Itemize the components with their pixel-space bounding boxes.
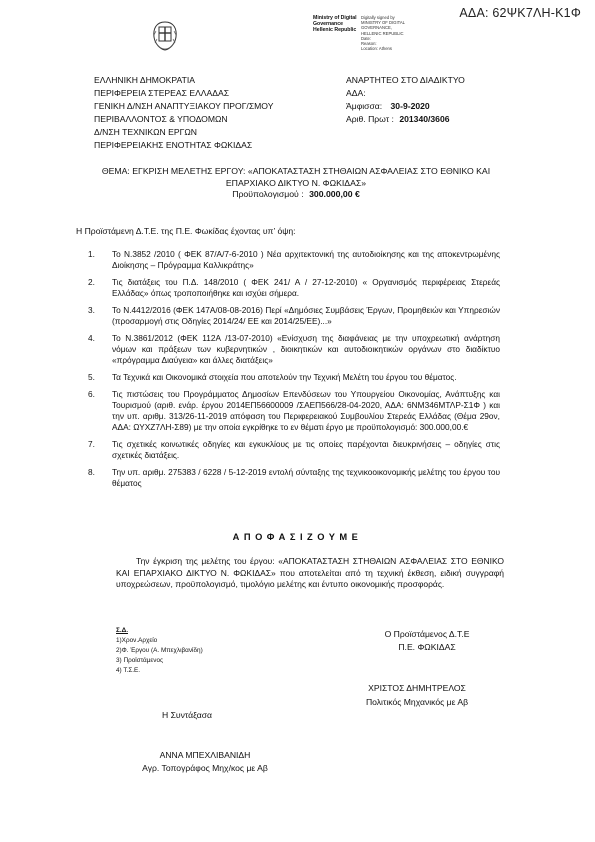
considerations-list — [88, 249, 500, 495]
item-text: Το Ν.4412/2016 (ΦΕΚ 147Α/08-08-2016) Περί «Δημόσιες Συμβάσεις Έργων, Προμηθειών και Υπηρεσιών (προσαρμογή στις Οδηγίες 2014/24/ ΕΕ και 2014/25/ΕΕ)...» — [112, 305, 500, 326]
protocol-line — [346, 113, 465, 126]
engineer-role: Πολιτικός Μηχανικός με Αβ — [365, 697, 469, 707]
budget-line — [86, 189, 506, 201]
issuer-line: ΓΕΝΙΚΗ Δ/ΝΣΗ ΑΝΑΠΤΥΞΙΑΚΟΥ ΠΡΟΓ/ΣΜΟΥ — [94, 101, 274, 111]
list-item — [88, 467, 500, 489]
ada-header: ΑΔΑ: 62ΨΚ7ΛΗ-Κ1Φ — [459, 6, 581, 20]
greek-emblem-icon — [148, 19, 182, 53]
item-number: 7. — [88, 439, 95, 449]
issuer-block — [94, 74, 273, 152]
item-text: Το Ν.3852 /2010 ( ΦΕΚ 87/Α/7-6-2010 ) Νέα αρχιτεκτονική της αυτοδιοίκησης και της αποκεντρωμένης Διοίκησης – Πρόγραμμα Καλλικράτης» — [112, 249, 500, 270]
approval-paragraph: Την έγκριση της μελέτης του έργου: «ΑΠΟΚΑΤΑΣΤΑΣΗ ΣΤΗΘΑΙΩΝ ΑΣΦΑΛΕΙΑΣ ΣΤΟ ΕΘΝΙΚΟ ΚΑΙ ΕΠΑΡΧΙΑΚΟ ΔΙΚΤΥΟ Ν. ΦΩΚΙΔΑΣ» που αποτελείται από τη τεχνική έκθεση, ειδική συγγραφή υποχρεώσεων, προϋπολογισμό, τιμολόγιο μελέτης και έντυπο οικονομικής προσφοράς. — [116, 556, 504, 589]
list-item — [88, 333, 500, 366]
item-number: 5. — [88, 372, 95, 382]
distribution-item: 4) Τ.Σ.Ε. — [116, 667, 141, 674]
signature-line: Digitally signed by — [361, 15, 395, 20]
budget-value: 300.000,00 € — [309, 189, 360, 199]
item-text: Την υπ. αριθμ. 275383 / 6228 / 5-12-2019 εντολή σύνταξης της τεχνικοοικονομικής μελέτης του έργου του θέματος — [112, 467, 500, 488]
head-signature-block — [350, 628, 504, 654]
date-label: Άμφισσα: — [346, 101, 383, 111]
head-title: Ο Προϊστάμενος Δ.Τ.Ε — [384, 629, 470, 639]
subject-line-2: ΕΠΑΡΧΙΑΚΟ ΔΙΚΤΥΟ Ν. ΦΩΚΙΔΑΣ» — [225, 177, 367, 188]
item-number: 8. — [88, 467, 95, 477]
list-item — [88, 277, 500, 299]
item-number: 6. — [88, 389, 95, 399]
head-unit: Π.Ε. ΦΩΚΙΔΑΣ — [398, 642, 456, 652]
list-item — [88, 439, 500, 461]
decision-heading: ΑΠΟΦΑΣΙΖΟΥΜΕ — [232, 532, 363, 542]
compiled-label: Η Συντάξασα — [162, 710, 213, 720]
date-value: 30-9-2020 — [390, 101, 430, 111]
item-text: Τις σχετικές κοινωτικές οδηγίες και εγκυκλίους με τις οποίες παρέχονται διευκρινήσεις – οδηγίες στις σχετικές διατάξεις. — [112, 439, 500, 460]
issuer-line: ΠΕΡΙΦΕΡΕΙΑ ΣΤΕΡΕΑΣ ΕΛΛΑΔΑΣ — [94, 88, 230, 98]
signature-line: GOVERNANCE, — [361, 25, 392, 31]
item-number: 1. — [88, 249, 95, 259]
list-item — [88, 305, 500, 327]
list-item — [88, 249, 500, 271]
signature-line: Location: Athens — [361, 46, 392, 52]
item-number: 4. — [88, 333, 95, 343]
ministry-stamp-en — [313, 15, 357, 34]
budget-label: Προϋπολογισμού : — [232, 189, 304, 199]
item-text: Τις πιστώσεις του Προγράμματος Δημοσίων Επενδύσεων του Υπουργείου Οικονομίας, Ανάπτυξης και Τουρισμού (αριθ. ενάρ. έργου 2014ΕΠ56600009 /ΣΑΕΠ566/28-04-2020, ΑΔΑ: 6ΝΜ346ΜΤΛΡ-Σ1Φ ) και την υπ. αριθμ. 313/26-11-2019 απόφαση του Περιφερειακού Συμβουλίου Στερεάς Ελλάδας (Θέμα 29ον, ΑΔΑ: ΩΥΧΖ7ΛΗ-Σ89) με την οποία εγκρίθηκε το εν θέματι έργο με προϋπολογισμό: 300.000,00.€ — [112, 389, 500, 432]
compiler-role: Αγρ. Τοπογράφος Μηχ/κος με Αβ — [142, 763, 268, 773]
intro-text: Η Προϊστάμενη Δ.Τ.Ε. της Π.Ε. Φωκίδας έχοντας υπ’ όψη: — [76, 226, 296, 236]
engineer-block — [330, 681, 504, 709]
document-meta — [346, 74, 465, 126]
issuer-line: ΠΕΡΙΒΑΛΛΟΝΤΟΣ & ΥΠΟΔΟΜΩΝ — [94, 114, 228, 124]
signature-line: MINISTRY OF DIGITAL — [361, 20, 405, 26]
distribution-heading: Σ.Δ. — [116, 627, 128, 634]
distribution-item: 2)Φ. Έργου (Α. Μπεχλιβανίδη) — [116, 647, 203, 654]
list-item — [88, 372, 500, 383]
ada-label: ΑΔΑ: — [346, 88, 366, 98]
ministry-en-line: Governance — [313, 21, 343, 28]
distribution-item: 3) Προϊστάμενος — [116, 657, 164, 664]
signature-line: Date: — [361, 35, 372, 41]
distribution-item: 1)Χρον.Αρχείο — [116, 637, 158, 644]
engineer-name: ΧΡΙΣΤΟΣ ΔΗΜΗΤΡΕΛΟΣ — [368, 683, 466, 693]
item-number: 3. — [88, 305, 95, 315]
date-line — [346, 100, 465, 113]
digital-signature-stamp — [361, 15, 405, 51]
list-item — [88, 389, 500, 433]
item-number: 2. — [88, 277, 95, 287]
compiler-block — [100, 749, 310, 775]
ministry-en-line: Ministry of Digital — [313, 15, 357, 21]
publish-notice: ΑΝΑΡΤΗΤΕΟ ΣΤΟ ΔΙΑΔΙΚΤΥΟ — [346, 75, 465, 85]
signature-line: Reason: — [361, 41, 377, 47]
subject-line-1: ΘΕΜΑ: ΕΓΚΡΙΣΗ ΜΕΛΕΤΗΣ ΕΡΓΟΥ: «ΑΠΟΚΑΤΑΣΤΑΣΗ ΣΤΗΘΑΙΩΝ ΑΣΦΑΛΕΙΑΣ ΣΤΟ ΕΘΝΙΚΟ ΚΑΙ — [101, 166, 491, 176]
protocol-label: Αριθ. Πρωτ : — [346, 114, 394, 124]
signature-line: HELLENIC REPUBLIC — [361, 30, 404, 36]
issuer-line: ΕΛΛΗΝΙΚΗ ΔΗΜΟΚΡΑΤΙΑ — [94, 75, 195, 85]
issuer-line: Δ/ΝΣΗ ΤΕΧΝΙΚΩΝ ΕΡΓΩΝ — [94, 127, 197, 137]
compiler-name: ΑΝΝΑ ΜΠΕΧΛΙΒΑΝΙΔΗ — [159, 750, 251, 760]
item-text: Το Ν.3861/2012 (ΦΕΚ 112Α /13-07-2010) «Ενίσχυση της διαφάνειας με την υποχρεωτική ανάρτηση νόμων και πράξεων των κυβερνητικών , διοικητικών και αυτοδιοικητικών οργάνων στο διαδίκτυο «πρόγραμμα Διαύγεια» και άλλες διατάξεις» — [112, 333, 500, 365]
protocol-value: 201340/3606 — [399, 114, 450, 124]
item-text: Τις διατάξεις του Π.Δ. 148/2010 ( ΦΕΚ 241/ Α / 27-12-2010) « Οργανισμός περιφέρειας Στερεάς Ελλάδας» όπως τροποποιήθηκε και ισχύει σήμερα. — [112, 277, 500, 298]
distribution-list — [116, 626, 203, 676]
item-text: Τα Τεχνικά και Οικονομικά στοιχεία που αποτελούν την Τεχνική Μελέτη του έργου του θέματος. — [112, 372, 457, 382]
subject-block — [86, 166, 506, 201]
issuer-line: ΠΕΡΙΦΕΡΕΙΑΚΗΣ ΕΝΟΤΗΤΑΣ ΦΩΚΙΔΑΣ — [94, 140, 253, 150]
ministry-en-line: Hellenic Republic — [313, 27, 357, 34]
